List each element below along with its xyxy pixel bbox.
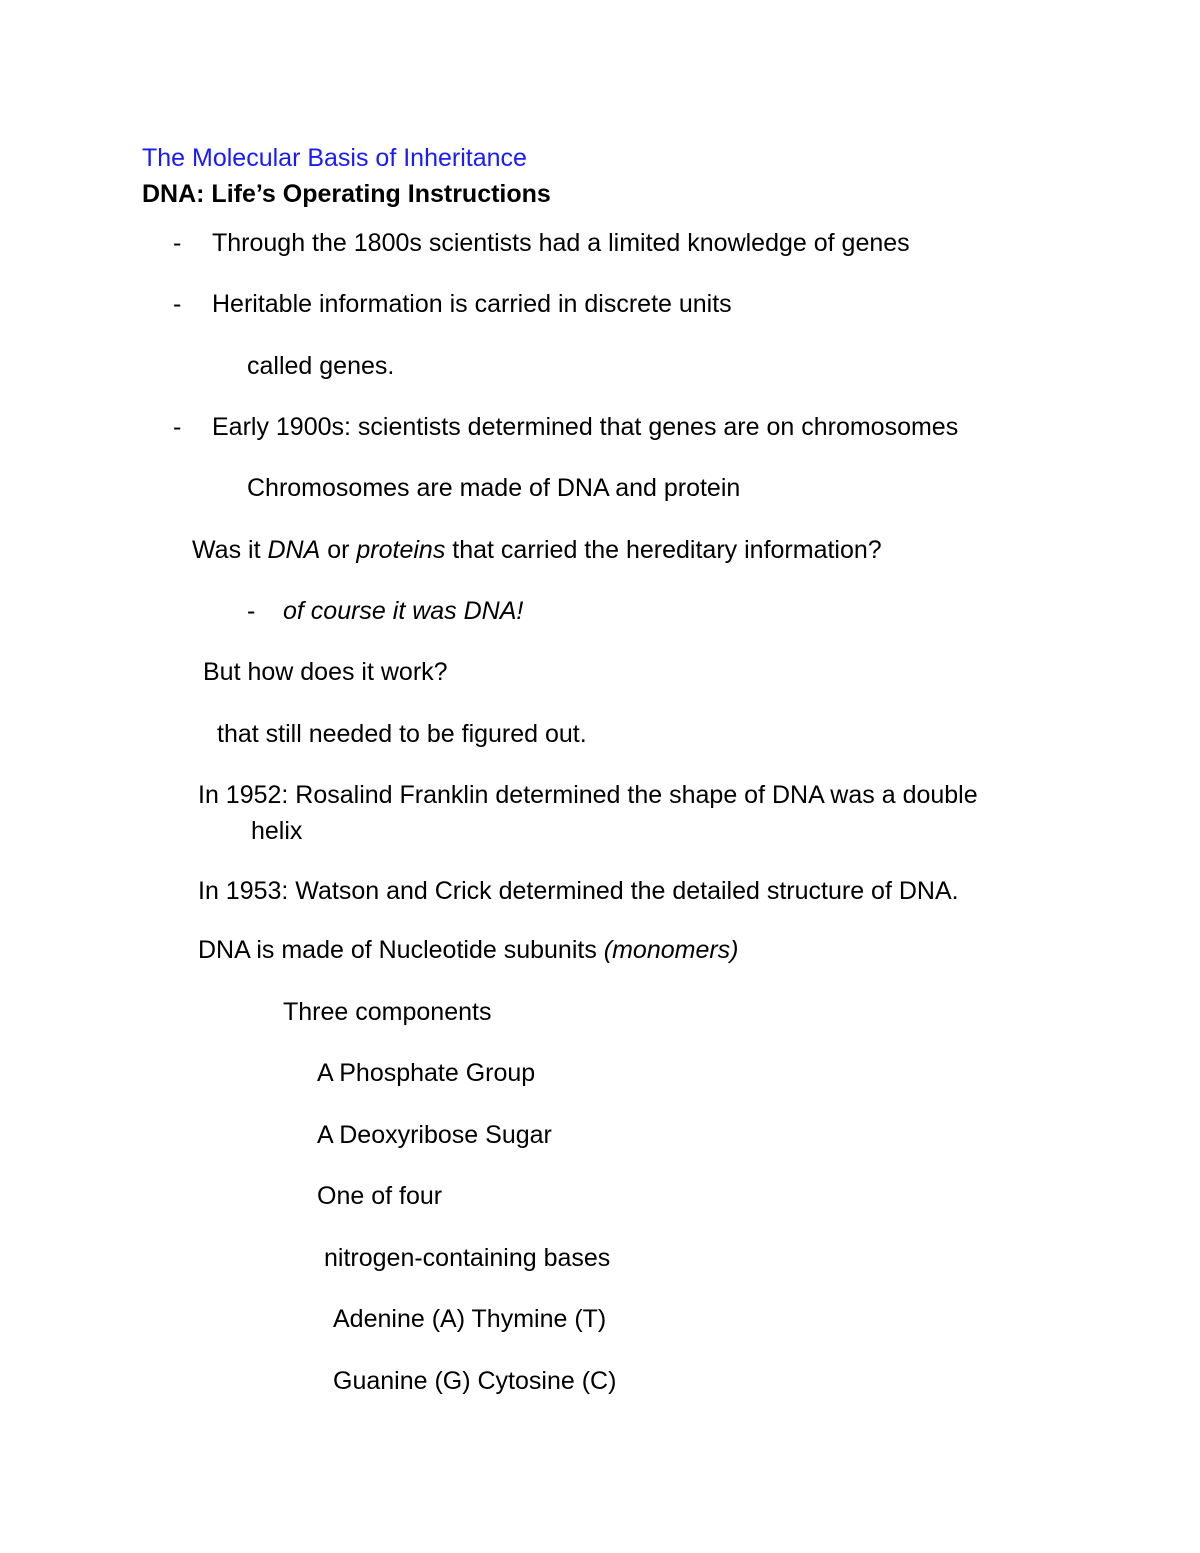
question-dna: DNA — [267, 536, 321, 564]
bullet-line-1800s: Through the 1800s scientists had a limited knowledge of genes — [212, 229, 910, 257]
bullet-marker: - — [247, 597, 256, 625]
component-bases: nitrogen-containing bases — [324, 1244, 611, 1272]
document-title: The Molecular Basis of Inheritance — [142, 144, 527, 172]
nucleotide-monomers: (monomers) — [603, 936, 739, 964]
nucleotide-text: DNA is made of Nucleotide subunits — [198, 936, 604, 964]
question-line — [192, 535, 882, 565]
bullet-marker: - — [173, 229, 182, 257]
text-line-nucleotide — [198, 935, 739, 965]
bases-line-g-c: Guanine (G) Cytosine (C) — [333, 1367, 617, 1395]
answer-line: of course it was DNA! — [283, 597, 524, 625]
bullet-marker: - — [173, 290, 182, 318]
component-one-of-four: One of four — [317, 1182, 443, 1210]
text-line-called-genes: called genes. — [247, 352, 395, 380]
bullet-line-heritable: Heritable information is carried in discrete units — [212, 290, 732, 318]
component-phosphate: A Phosphate Group — [317, 1059, 536, 1087]
text-line-1952-cont: helix — [251, 817, 303, 845]
question-proteins: proteins — [356, 536, 446, 564]
text-line-how-work: But how does it work? — [203, 658, 448, 686]
question-text: or — [320, 536, 357, 564]
text-line-three-components: Three components — [283, 998, 492, 1026]
text-line-1952: In 1952: Rosalind Franklin determined the shape of DNA was a double — [198, 781, 978, 809]
component-sugar: A Deoxyribose Sugar — [317, 1121, 552, 1149]
section-heading: DNA: Life’s Operating Instructions — [142, 180, 551, 208]
question-text: that carried the hereditary information? — [445, 536, 882, 564]
text-line-figured-out: that still needed to be figured out. — [217, 720, 587, 748]
text-line-1953: In 1953: Watson and Crick determined the detailed structure of DNA. — [198, 877, 959, 905]
bullet-line-early-1900s: Early 1900s: scientists determined that genes are on chromosomes — [212, 413, 959, 441]
bullet-marker: - — [173, 413, 182, 441]
question-text: Was it — [192, 536, 268, 564]
text-line-chromosomes: Chromosomes are made of DNA and protein — [247, 474, 741, 502]
bases-line-a-t: Adenine (A) Thymine (T) — [333, 1305, 607, 1333]
